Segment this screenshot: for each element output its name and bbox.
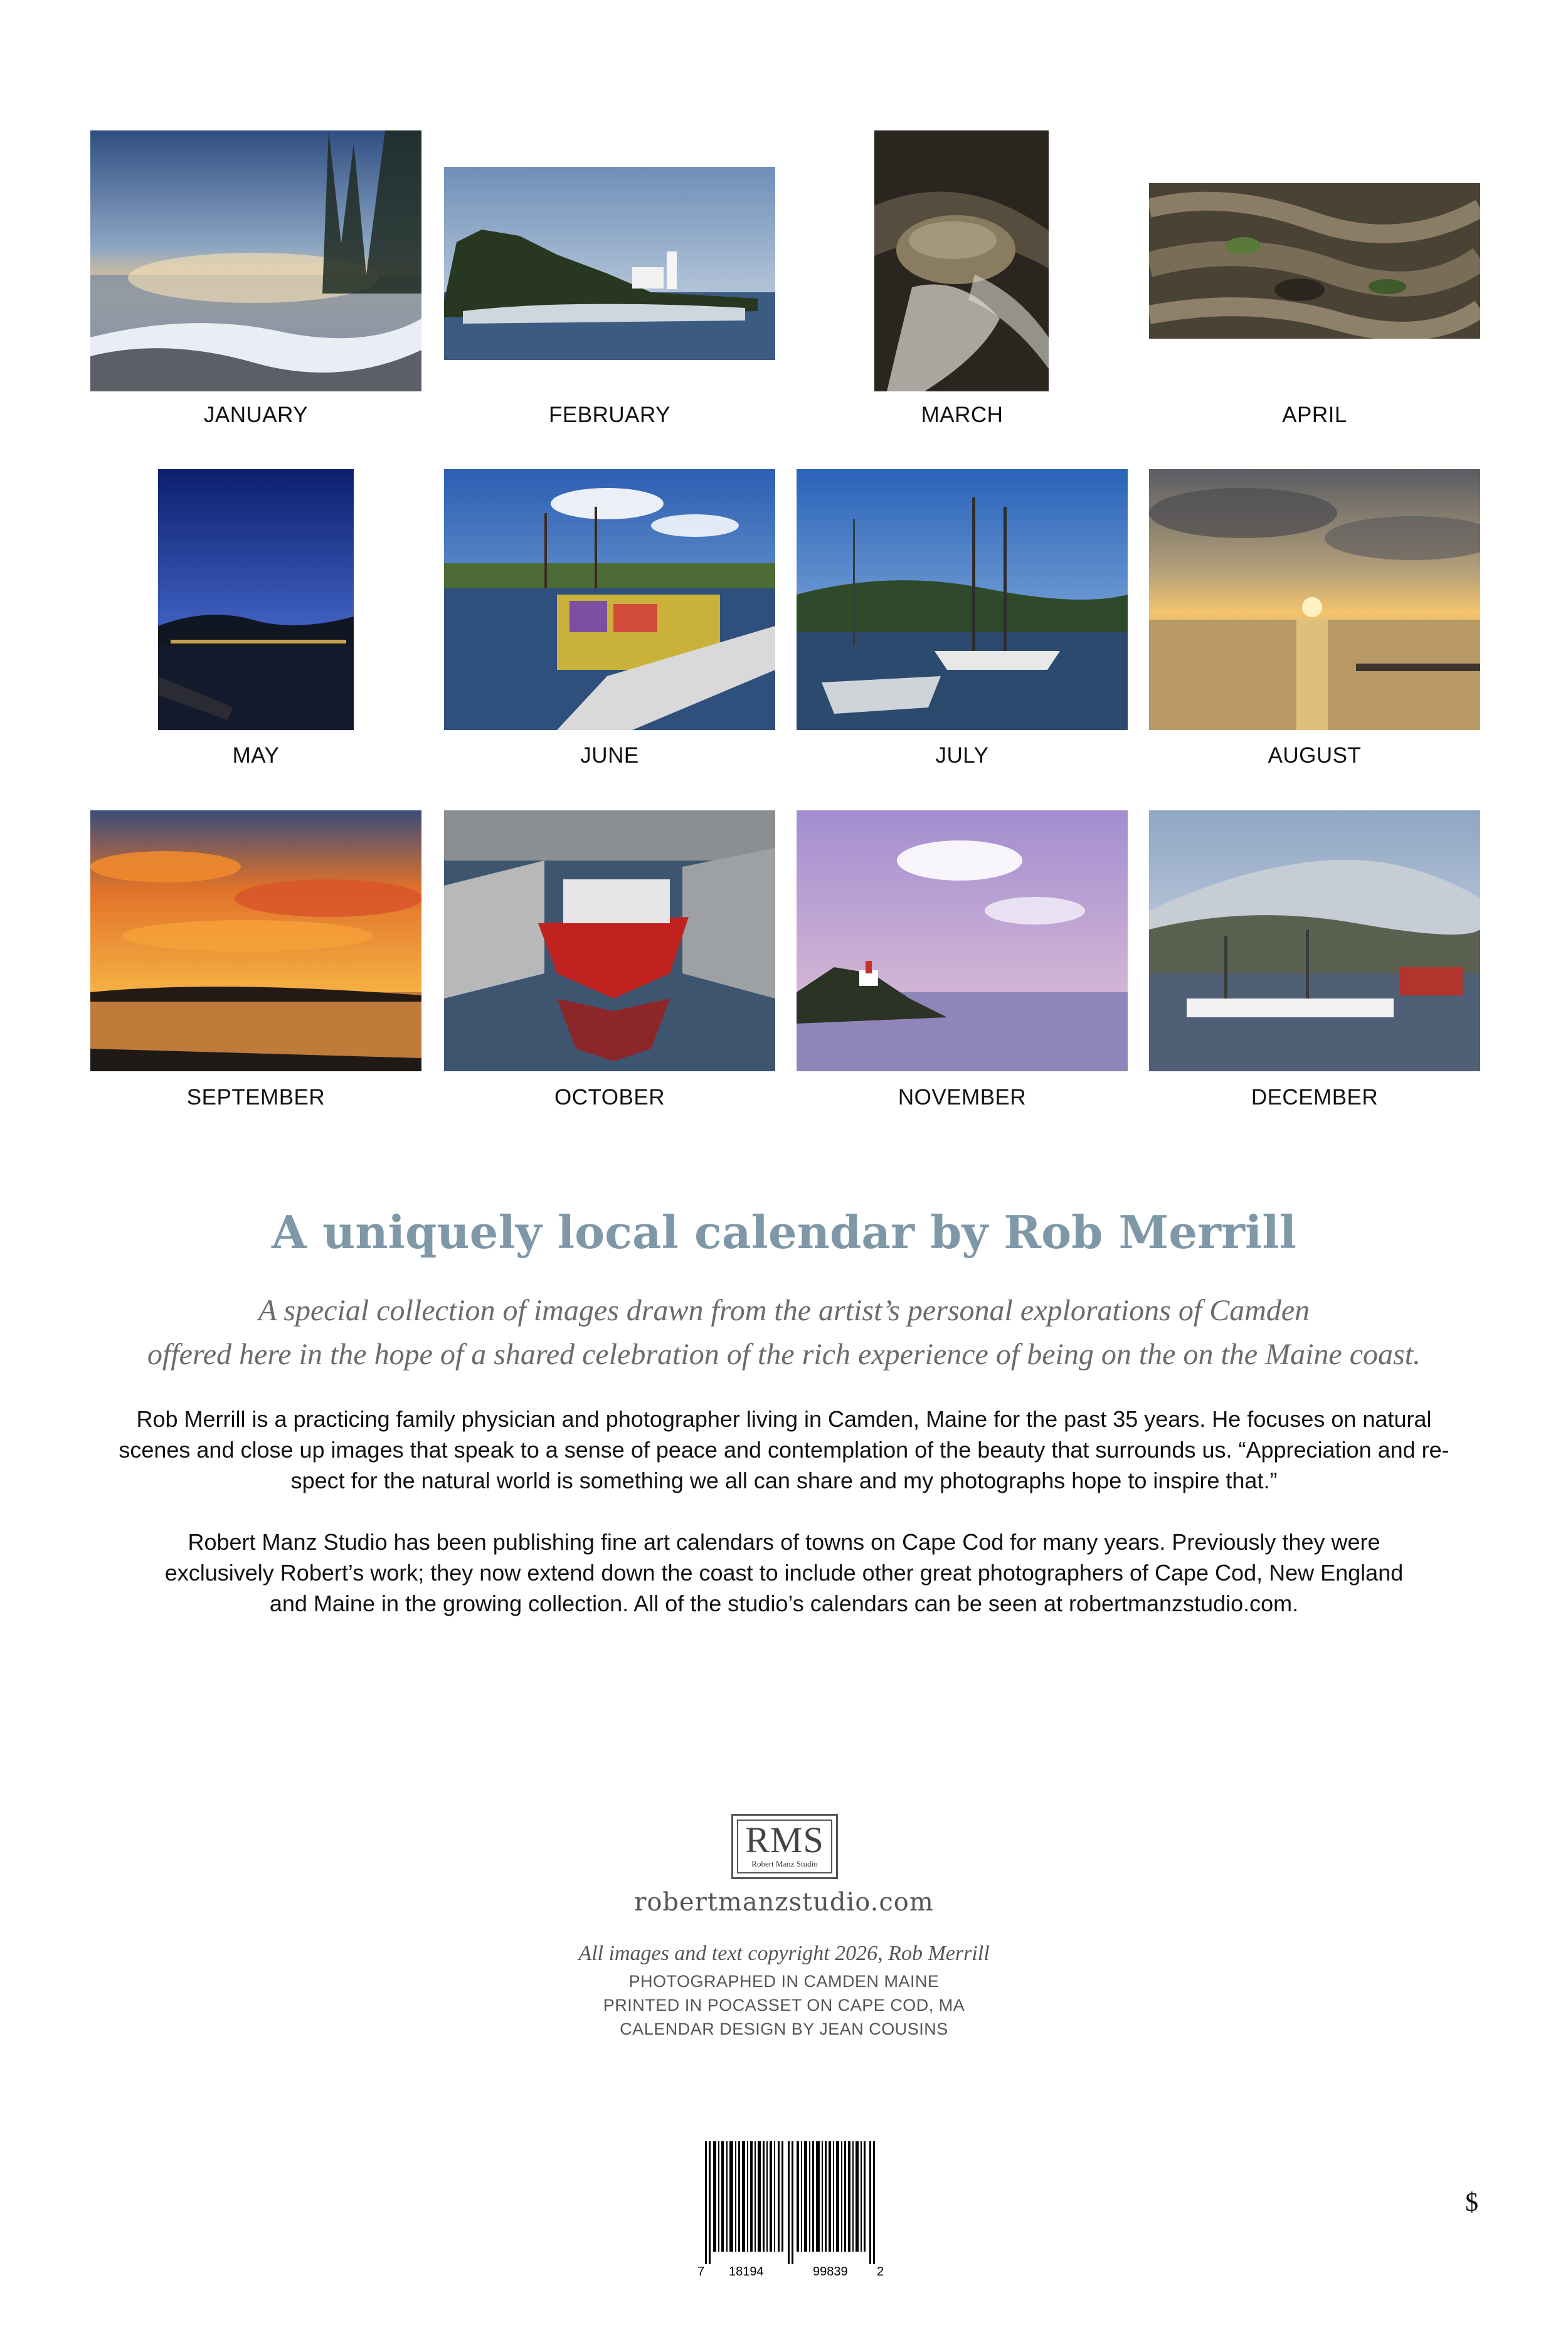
barcode (696, 2141, 884, 2279)
month-label-january: JANUARY (203, 403, 309, 427)
logo-letters: RMS (745, 1820, 824, 1860)
studio-line-1: Robert Manz Studio has been publishing fine art calendars of towns on Cape Cod for many years. Previously they were (188, 1529, 1380, 1555)
barcode-group-2: 99839 (813, 2265, 848, 2279)
credit-printed: PRINTED IN POCASSET ON CAPE COD, MA (603, 1996, 965, 2015)
bio-line-1: Rob Merrill is a practicing family physician and photographer living in Camden, Maine for the past 35 years. He focuses on natural (136, 1406, 1432, 1432)
photo-may (158, 469, 354, 730)
barcode-group-1: 18194 (729, 2265, 764, 2279)
photo-january (90, 130, 421, 391)
photo-december (1149, 810, 1480, 1071)
month-label-november: NOVEMBER (898, 1085, 1027, 1110)
month-label-may: MAY (232, 743, 280, 768)
photo-march (874, 130, 1049, 391)
photo-august (1149, 469, 1480, 730)
photo-june (444, 469, 775, 730)
month-label-february: FEBRUARY (549, 403, 670, 427)
studio-line-2: exclusively Robert’s work; they now extend down the coast to include other great photographers of Cape Cod, New England (164, 1560, 1404, 1586)
studio-logo (731, 1814, 838, 1879)
photo-july (797, 469, 1128, 730)
month-label-december: DECEMBER (1251, 1085, 1379, 1110)
website-link[interactable]: robertmanzstudio.com (634, 1888, 934, 1917)
photo-october (444, 810, 775, 1071)
barcode-bars (696, 2141, 884, 2279)
month-label-april: APRIL (1282, 403, 1347, 427)
barcode-digit-left: 7 (697, 2265, 705, 2279)
month-label-august: AUGUST (1268, 743, 1362, 768)
subtitle-line-2: offered here in the hope of a shared celebration of the rich experience of being on the on the Maine coast. (147, 1338, 1421, 1371)
month-label-june: JUNE (580, 743, 639, 768)
credit-design: CALENDAR DESIGN BY JEAN COUSINS (620, 2020, 948, 2038)
photo-november (797, 810, 1128, 1071)
month-label-july: JULY (935, 743, 989, 768)
month-label-september: SEPTEMBER (186, 1085, 326, 1110)
copyright-text: All images and text copyright 2026, Rob Merrill (578, 1942, 990, 1965)
bio-line-3: spect for the natural world is something we all can share and my photographs hope to inspire that.” (290, 1468, 1278, 1493)
logo-studio-name: Robert Manz Studio (751, 1859, 818, 1868)
photo-september (90, 810, 421, 1071)
subtitle-line-1: A special collection of images drawn from the artist’s personal explorations of Camden (258, 1294, 1310, 1327)
photo-april (1149, 183, 1480, 339)
month-label-march: MARCH (921, 403, 1004, 427)
credit-photographed: PHOTOGRAPHED IN CAMDEN MAINE (628, 1972, 940, 1991)
headline: A uniquely local calendar by Rob Merrill (272, 1205, 1296, 1259)
price: $ (1465, 2188, 1478, 2217)
photo-february (444, 167, 775, 360)
month-label-october: OCTOBER (554, 1085, 665, 1110)
bio-line-2: scenes and close up images that speak to a sense of peace and contemplation of the beauty that surrounds us. “Appreciation and re- (119, 1437, 1449, 1463)
barcode-digit-right: 2 (877, 2265, 884, 2279)
studio-line-3: and Maine in the growing collection. All of the studio’s calendars can be seen at robertmanzstudio.com. (269, 1591, 1299, 1616)
